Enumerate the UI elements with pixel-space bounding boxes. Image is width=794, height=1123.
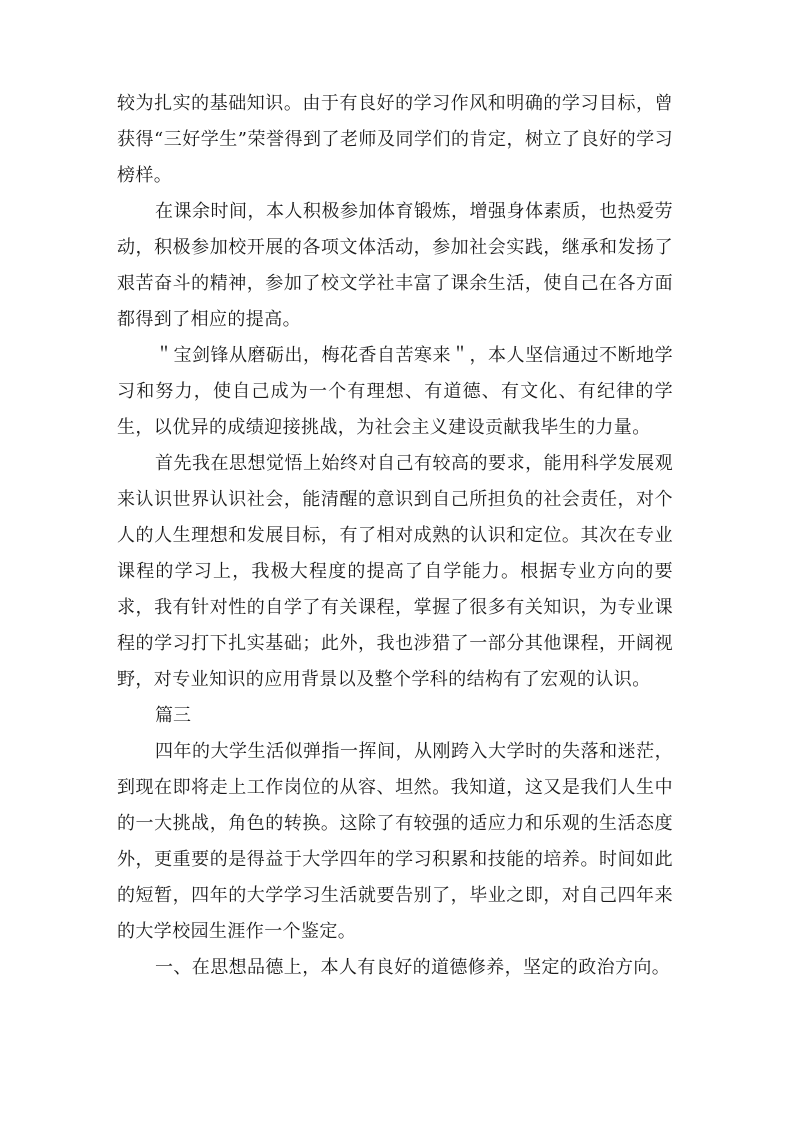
- paragraph-2: 在课余时间，本人积极参加体育锻炼，增强身体素质，也热爱劳动，积极参加校开展的各项文体活动，参加社会实践，继承和发扬了艰苦奋斗的精神，参加了校文学社丰富了课余生活，使自己在各方面都得到了相应的提高。: [117, 201, 673, 330]
- paragraph-1: 较为扎实的基础知识。由于有良好的学习作风和明确的学习目标，曾获得“三好学生”荣誉得到了老师及同学们的肯定，树立了良好的学习榜样。: [117, 93, 673, 186]
- paragraph-4: 首先我在思想觉悟上始终对自己有较高的要求，能用科学发展观来认识世界认识社会，能清醒的意识到自己所担负的社会责任，对个人的人生理想和发展目标，有了相对成熟的认识和定位。其次在专业课程的学习上，我极大程度的提高了自学能力。根据专业方向的要求，我有针对性的自学了有关课程，掌握了很多有关知识，为专业课程的学习打下扎实基础；此外，我也涉猎了一部分其他课程，开阔视野，对专业知识的应用背景以及整个学科的结构有了宏观的认识。: [117, 453, 673, 690]
- paragraph-6: 一、在思想品德上，本人有良好的道德修养，坚定的政治方向。: [155, 957, 671, 978]
- paragraph-5: 四年的大学生活似弹指一挥间，从刚跨入大学时的失落和迷茫，到现在即将走上工作岗位的从容、坦然。我知道，这又是我们人生中的一大挑战，角色的转换。这除了有较强的适应力和乐观的生活态度外，更重要的是得益于大学四年的学习积累和技能的培养。时间如此的短暂，四年的大学学习生活就要告别了，毕业之即，对自己四年来的大学校园生涯作一个鉴定。: [117, 741, 673, 942]
- section-heading: 篇三: [155, 705, 191, 726]
- document-body: [117, 86, 673, 986]
- paragraph-3: ＂宝剑锋从磨砺出，梅花香自苦寒来＂，本人坚信通过不断地学习和努力，使自己成为一个有理想、有道德、有文化、有纪律的学生，以优异的成绩迎接挑战，为社会主义建设贡献我毕生的力量。: [117, 345, 673, 438]
